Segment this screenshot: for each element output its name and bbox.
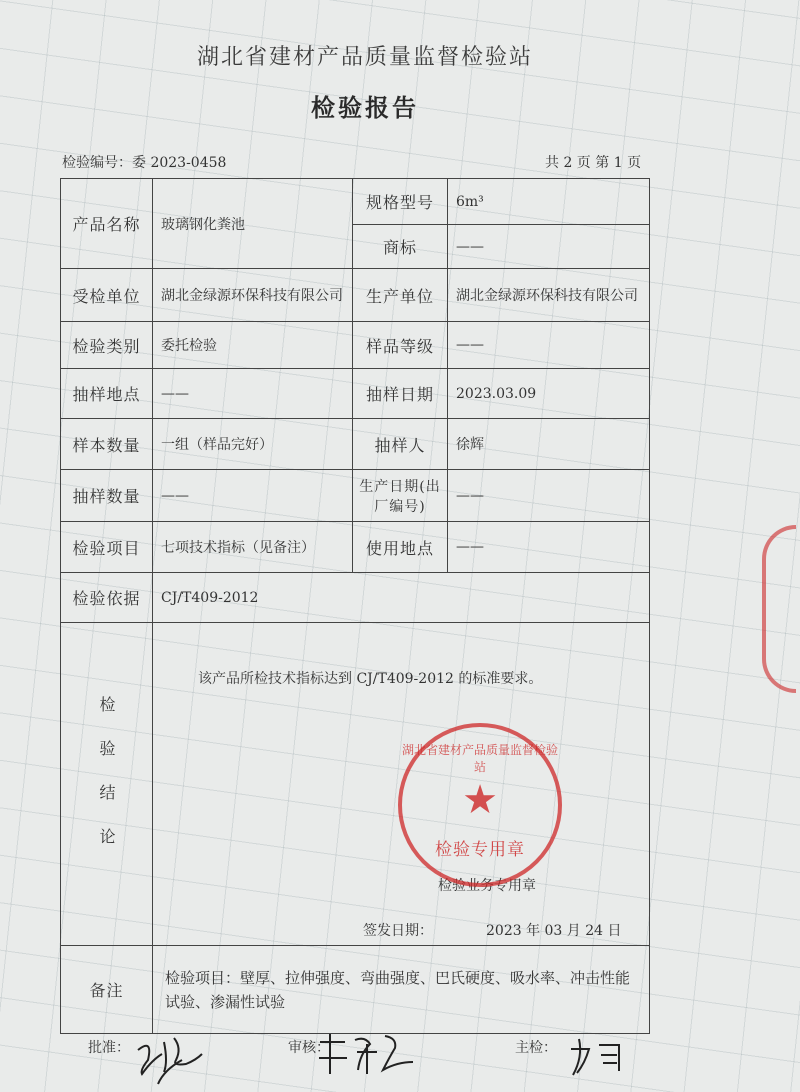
review-label: 审核： xyxy=(288,1040,330,1056)
label-product-name: 产品名称 xyxy=(61,179,153,269)
value-client: 湖北金绿源环保科技有限公司 xyxy=(153,269,353,322)
label-sampler: 抽样人 xyxy=(353,419,448,470)
review-signature xyxy=(315,1030,425,1080)
value-basis: CJ/T409-2012 xyxy=(153,573,650,623)
inspector-signature xyxy=(565,1035,635,1080)
value-sample-qty: 一组（样品完好） xyxy=(153,419,353,470)
label-basis: 检验依据 xyxy=(61,573,153,623)
value-trademark: —— xyxy=(448,225,650,269)
label-manufacturer: 生产单位 xyxy=(353,269,448,322)
value-spec: 6m³ xyxy=(448,179,650,225)
seal-ring-text: 湖北省建材产品质量监督检验站 xyxy=(402,743,559,774)
value-items: 七项技术指标（见备注） xyxy=(153,522,353,573)
report-number-label: 检验编号： xyxy=(62,155,132,171)
label-date: 抽样日期 xyxy=(353,369,448,419)
label-grade: 样品等级 xyxy=(353,322,448,369)
label-use-place: 使用地点 xyxy=(353,522,448,573)
report-table xyxy=(60,178,650,1034)
issue-date: 2023 年 03 月 24 日 xyxy=(486,923,622,939)
label-conclusion: 检验结论 xyxy=(61,623,153,946)
value-use-place: —— xyxy=(448,522,650,573)
label-sample-qty: 样本数量 xyxy=(61,419,153,470)
value-product-name: 玻璃钢化粪池 xyxy=(153,179,353,269)
org-name: 湖北省建材产品质量监督检验站 xyxy=(196,45,533,70)
value-type: 委托检验 xyxy=(153,322,353,369)
label-draw-qty: 抽样数量 xyxy=(61,470,153,522)
star-icon: ★ xyxy=(462,777,498,823)
inspection-seal xyxy=(398,723,562,887)
value-sampler: 徐辉 xyxy=(448,419,650,470)
value-prod-date: —— xyxy=(448,470,650,522)
seal-center-text: 检验专用章 xyxy=(435,840,525,860)
label-type: 检验类别 xyxy=(61,322,153,369)
value-grade: —— xyxy=(448,322,650,369)
conclusion-text: 该产品所检技术指标达到 CJ/T409-2012 的标准要求。 xyxy=(198,671,543,687)
approve-signature xyxy=(130,1030,210,1090)
issue-label: 签发日期： xyxy=(363,923,433,939)
inspector-label: 主检： xyxy=(515,1040,557,1056)
value-manufacturer: 湖北金绿源环保科技有限公司 xyxy=(448,269,650,322)
value-date: 2023.03.09 xyxy=(448,369,650,419)
side-seal-fragment xyxy=(762,525,796,693)
label-items: 检验项目 xyxy=(61,522,153,573)
report-number xyxy=(62,152,226,172)
label-prod-date: 生产日期(出厂编号) xyxy=(353,470,448,522)
value-place: —— xyxy=(153,369,353,419)
page-count: 共 2 页 第 1 页 xyxy=(545,155,642,171)
report-number-value: 委 2023-0458 xyxy=(132,155,227,171)
value-draw-qty: —— xyxy=(153,470,353,522)
label-place: 抽样地点 xyxy=(61,369,153,419)
approve-label: 批准： xyxy=(88,1040,130,1056)
label-client: 受检单位 xyxy=(61,269,153,322)
label-remarks: 备注 xyxy=(61,946,153,1034)
seal-caption: 检验业务专用章 xyxy=(438,878,536,894)
label-trademark: 商标 xyxy=(353,225,448,269)
label-spec: 规格型号 xyxy=(353,179,448,225)
remarks-text: 检验项目：壁厚、拉伸强度、弯曲强度、巴氏硬度、吸水率、冲击性能试验、渗漏性试验 xyxy=(153,946,650,1034)
report-title: 检验报告 xyxy=(311,93,419,122)
